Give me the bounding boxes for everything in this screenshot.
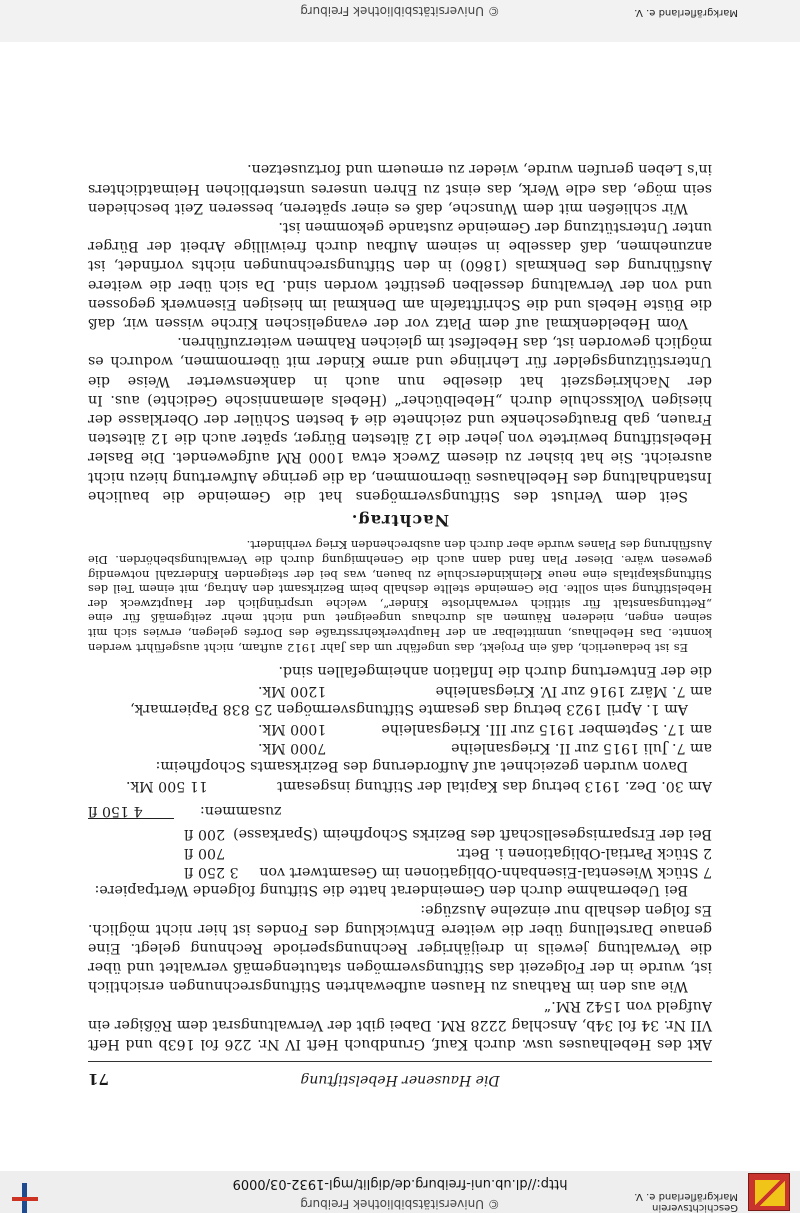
securities-row: 2 Stück Partial-Obligationen i. Betr. 700 fl (184, 845, 712, 862)
paragraph-6: Am 1. April 1923 betrug das gesamte Stiftungsvermögen 25 838 Papiermark, (130, 700, 688, 717)
footer-society: Markgräflerland e. V. (634, 7, 738, 18)
paragraph-1: Akt des Hebelhauses usw. durch Kauf, Grundbuch Heft IV Nr. 226 fol 163b und Heft VII Nr. 34 fol 34b, Anschlag 2228 RM. Dabei gibt der Verwaltungsrat dem Rößiger ein Aufgeld von 1542 RM.“ (88, 997, 712, 1052)
viewer-footer (0, 0, 800, 42)
ub-freiburg-logo-icon (12, 1183, 38, 1213)
running-header (88, 1061, 712, 1088)
section-heading: Nachtrag. (350, 510, 450, 530)
capital-row: Am 30. Dez. 1913 betrug das Kapital der Stiftung insgesamt 11 500 Mk. (126, 778, 712, 795)
paragraph-7: die der Entwertung durch die Inflation anheimgefallen sind. (278, 662, 712, 679)
viewer-header (0, 1171, 800, 1213)
footer-copyright: © Universitätsbibliothek Freiburg (300, 4, 500, 18)
page-number: 71 (88, 1070, 109, 1088)
copyright-label: © Universitätsbibliothek Freiburg (300, 1197, 500, 1211)
society-label: Geschichtsverein Markgräflerland e. V. (634, 1191, 738, 1213)
paragraph-10: Wir schließen mit dem Wunsche, daß es einer späteren, besseren Zeit beschieden sein möge, das edle Werk, das einst zu Ehren unseres unsterblichen Heimatdichters in's Leben gerufen wurde, wieder zu erneuern und fortzusetzen. (88, 161, 712, 216)
securities-row: Bei der Ersparnisgesellschaft des Bezirks Schopfheim (Sparkasse) 200 fl (184, 826, 712, 843)
war-bond-row: am 17. September 1915 zur III. Kriegsanleihe 1000 Mk. (258, 720, 712, 737)
paragraph-3: Bei Uebernahme durch den Gemeinderat hatte die Stiftung folgende Wertpapiere: (94, 882, 688, 899)
paragraph-8: Seit dem Verlust des Stiftungsvermögens hat die Gemeinde die bauliche Instandhaltung des Hebelhauses übernommen, da die geringe Aufwertung hiezu nicht ausreicht. Sie hat bisher zu diesem Zweck etwa 1000 RM aufgewendet. Die Basler Hebelstiftung bewirtete von jeher die 12 ältesten Bürger, später auch die 12 ältesten Frauen, gab Brautgeschenke und zeichnete die 4 besten Schüler der Oberklasse der hiesigen Volksschule durch „Hebelbücher“ (Hebels alemannische Gedichte) aus. In der Nachkriegszeit hat dieselbe nun auch in dankenswerter Weise die Unterstützungsgelder für Lehrlinge und arme Kinder mit übernommen, wodurch es möglich geworden ist, das Hebelfest im gleichen Rahmen weiterzuführen. (88, 334, 712, 504)
war-bond-row: am 7. Juli 1915 zur II. Kriegsanleihe 7000 Mk. (258, 739, 712, 756)
page-content (88, 159, 712, 1088)
paragraph-5: Davon wurden gezeichnet auf Aufforderung des Bezirksamts Schopfheim: (155, 758, 688, 775)
war-bond-row: am 7. März 1916 zur IV. Kriegsanleihe 1200 Mk. (258, 682, 712, 699)
paragraph-9: Vom Hebeldenkmal auf dem Platz vor der evangelischen Kirche wissen wir, daß die Büste Hebels und die Schrifttafeln am Denkmal im hiesigen Eisenwerk gegossen und von der Verwaltung desselben gestiftet worden sind. Da sich über die weitere Ausführung des Denkmals (1860) in den Stiftungsrechnungen nichts vorfindet, ist anzunehmen, daß dasselbe in seinem Aufbau durch freiwillige Arbeit der Bürger unter Unterstützung der Gemeinde zustande gekommen ist. (88, 218, 712, 331)
footnote-paragraph: Es ist bedauerlich, daß ein Projekt, das ungefähr um das Jahr 1912 auftam, nicht ausgeführt werden konnte. Das Hebelhaus, unmittelbar an der Hauptverkehrsstraße des Dorfes gelegen, erwies sich mit seinen engen, niederen Räumen als durchaus ungeeignet und nicht mehr zeitgemäß für eine „Rettungsanstalt für sittlich verwahrloste Kinder“, welche ursprünglich der Hauptzweck der Hebelstiftung sein sollte. Die Gemeinde stellte deshalb beim Bezirksamt den Antrag, mit einem Teil des Stiftungskapitals eine neue Kleinkinderschule zu bauen, was bei der steigenden Kinderzahl notwendig gewesen wäre. Dieser Plan fand dann auch die Genehmigung durch die Verwaltungsbehörden. Die Ausführung des Planes wurde aber durch den ausbrechenden Krieg verhindert. (88, 538, 712, 655)
paragraph-2: Wie aus den im Rathaus zu Hausen aufbewahrten Stiftungsrechnungen ersichtlich ist, wurde in der Folgezeit das Stiftungsvermögen statutengemäß verwaltet und über die Verwaltung jeweils in dreijähriger Rechnungsperiode Rechnung gelegt. Eine genaue Darstellung über die weitere Entwicklung des Fondes ist hier nicht möglich. Es folgen deshalb nur einzelne Auszüge: (88, 901, 712, 995)
securities-row: 7 Stück Wiesental-Eisenbahn-Obligationen im Gesamtwert von 3 250 fl (184, 864, 712, 881)
running-title: Die Hausener Hebelstiftung (300, 1072, 500, 1088)
source-url-link[interactable]: http://dl.ub.uni-freiburg.de/diglit/mgl-1932-03/0009 (232, 1176, 568, 1191)
sum-row: zusammen: 4 150 fl (88, 803, 282, 820)
